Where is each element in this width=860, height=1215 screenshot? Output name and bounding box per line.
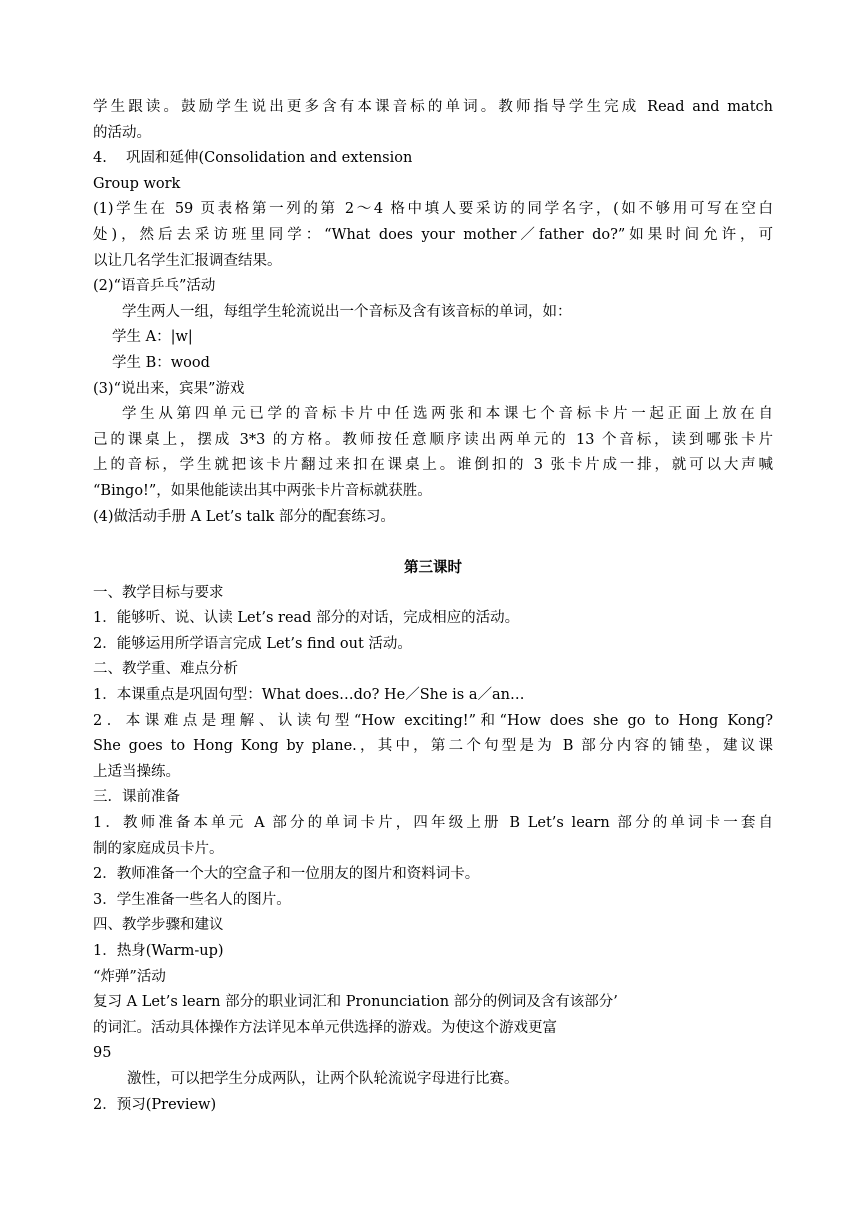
text-line: 1．热身(Warm-up) (93, 943, 224, 959)
text-line: 学生两人一组，每组学生轮流说出一个音标及含有该音标的单词，如： (122, 303, 572, 320)
text-line: 激性，可以把学生分成两队，让两个队轮流说字母进行比赛。 (127, 1070, 519, 1087)
text-line: 己的课桌上，摆成 3*3 的方格。教师按任意顺序读出两单元的 13 个音标，读到哪张卡片 (93, 431, 773, 448)
text-line: 学生 A：|w| (112, 329, 193, 346)
section-heading: 三．课前准备 (93, 789, 180, 806)
text-line: 2．教师准备一个大的空盒子和一位朋友的图片和资料词卡。 (93, 866, 480, 883)
text-line: (2)“语音乒乓”活动 (93, 278, 216, 295)
text-line: 1．能够听、说、认读 Let’s read 部分的对话，完成相应的活动。 (93, 610, 520, 627)
text-line: 以让几名学生汇报调查结果。 (93, 252, 282, 269)
text-line: 上的音标，学生就把该卡片翻过来扣在课桌上。谁倒扣的 3 张卡片成一排，就可以大声喊 (93, 457, 773, 474)
section-heading: 一、教学目标与要求 (93, 584, 224, 601)
lesson-title: 第三课时 (404, 559, 462, 577)
text-line: “Bingo!”，如果他能读出其中两张卡片音标就获胜。 (93, 482, 432, 499)
text-line: 学生跟读。鼓励学生说出更多含有本课音标的单词。教师指导学生完成 Read and match (93, 99, 773, 115)
section-heading: 4. 巩固和延伸(Consolidation and extension (93, 150, 413, 167)
text-line: 的活动。 (93, 124, 151, 141)
text-line: 1．教师准备本单元 A 部分的单词卡片，四年级上册 B Let’s learn 部分的单词卡一套自 (93, 815, 773, 832)
text-line: (4)做活动手册 A Let’s talk 部分的配套练习。 (93, 508, 395, 525)
text-line: 学生 B：wood (112, 354, 210, 371)
text-line: Group work (93, 175, 181, 192)
text-line: 2．能够运用所学语言完成 Let’s find out 活动。 (93, 635, 412, 652)
text-line: 1．本课重点是巩固句型：What does…do? He／She is a／an… (93, 687, 525, 704)
page-number: 95 (93, 1045, 112, 1062)
text-line: (3)“说出来，宾果”游戏 (93, 380, 245, 397)
text-line: “炸弹”活动 (93, 968, 166, 985)
section-heading: 四、教学步骤和建议 (93, 917, 224, 934)
text-line: 上适当操练。 (93, 763, 180, 780)
text-line: 的词汇。活动具体操作方法详见本单元供选择的游戏。为使这个游戏更富 (93, 1019, 557, 1036)
text-line: 处)，然后去采访班里同学：“What does your mother／father do?”如果时间允许，可 (93, 226, 773, 243)
section-heading: 二、教学重、难点分析 (93, 661, 238, 678)
document-page (93, 95, 773, 1118)
text-line: She goes to Hong Kong by plane.，其中，第二个句型是为 B 部分内容的铺垫，建议课 (93, 738, 773, 755)
text-line: 学生从第四单元已学的音标卡片中任选两张和本课七个音标卡片一起正面上放在自 (122, 406, 773, 423)
text-line: 2．本课难点是理解、认读句型“How exciting!”和“How does she go to Hong Kong? (93, 712, 773, 729)
text-line: 复习 A Let’s learn 部分的职业词汇和 Pronunciation 部分的例词及含有该部分’ (93, 994, 618, 1011)
text-line: 3．学生准备一些名人的图片。 (93, 891, 291, 908)
text-line: (1)学生在 59 页表格第一列的第 2～4 格中填人要采访的同学名字，(如不够用可写在空白 (93, 201, 773, 218)
text-line: 制的家庭成员卡片。 (93, 840, 224, 857)
text-line: 2．预习(Preview) (93, 1096, 217, 1113)
